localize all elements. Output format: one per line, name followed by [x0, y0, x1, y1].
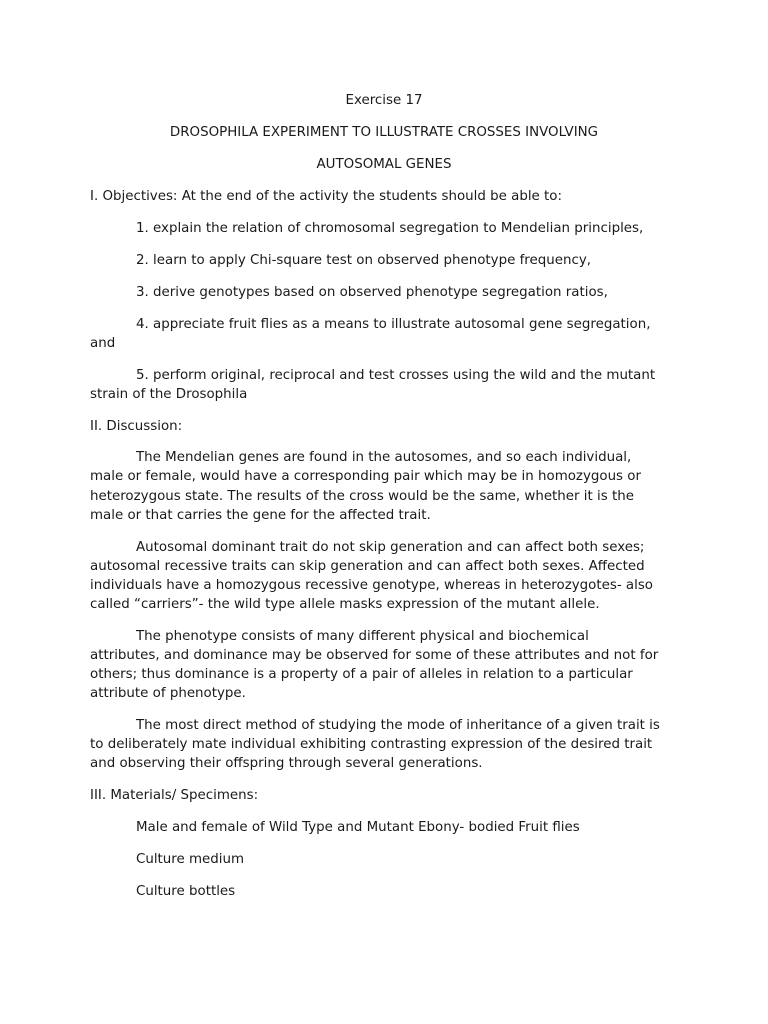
- objective-item: 4. appreciate fruit flies as a means to illustrate autosomal gene segregation,: [136, 317, 651, 332]
- objective-item-continued: and: [90, 336, 116, 351]
- paragraph-line: others; thus dominance is a property of a pair of alleles in relation to a particular: [90, 667, 633, 682]
- objective-item: 3. derive genotypes based on observed phenotype segregation ratios,: [136, 285, 608, 300]
- paragraph-line: to deliberately mate individual exhibiting contrasting expression of the desired trait: [90, 737, 653, 752]
- objectives-heading: I. Objectives: At the end of the activity the students should be able to:: [90, 189, 563, 204]
- material-item: Culture bottles: [136, 884, 236, 899]
- paragraph-line: individuals have a homozygous recessive genotype, whereas in heterozygotes- also: [90, 578, 654, 593]
- paragraph-line: and observing their offspring through several generations.: [90, 756, 483, 771]
- paragraph-line: attributes, and dominance may be observed for some of these attributes and not for: [90, 648, 659, 663]
- document-title-line-1: DROSOPHILA EXPERIMENT TO ILLUSTRATE CROSSES INVOLVING: [169, 125, 599, 140]
- document-title-line-2: AUTOSOMAL GENES: [316, 157, 452, 172]
- exercise-number: Exercise 17: [345, 93, 423, 108]
- materials-heading: III. Materials/ Specimens:: [90, 788, 259, 803]
- objective-item: 1. explain the relation of chromosomal segregation to Mendelian principles,: [136, 221, 644, 236]
- paragraph-line: called “carriers”- the wild type allele masks expression of the mutant allele.: [90, 597, 600, 612]
- paragraph-line: The Mendelian genes are found in the autosomes, and so each individual,: [136, 450, 632, 465]
- objective-item: 5. perform original, reciprocal and test crosses using the wild and the mutant: [136, 368, 656, 383]
- material-item: Culture medium: [136, 852, 245, 867]
- paragraph-line: The phenotype consists of many different physical and biochemical: [136, 629, 589, 644]
- paragraph-line: attribute of phenotype.: [90, 686, 246, 701]
- paragraph-line: male or that carries the gene for the affected trait.: [90, 508, 431, 523]
- objective-item: 2. learn to apply Chi-square test on observed phenotype frequency,: [136, 253, 592, 268]
- material-item: Male and female of Wild Type and Mutant Ebony- bodied Fruit flies: [136, 820, 580, 835]
- paragraph-line: autosomal recessive traits can skip generation and can affect both sexes. Affected: [90, 559, 645, 574]
- paragraph-line: The most direct method of studying the mode of inheritance of a given trait is: [136, 718, 660, 733]
- paragraph-line: heterozygous state. The results of the cross would be the same, whether it is the: [90, 489, 634, 504]
- paragraph-line: Autosomal dominant trait do not skip generation and can affect both sexes;: [136, 540, 645, 555]
- paragraph-line: male or female, would have a corresponding pair which may be in homozygous or: [90, 469, 641, 484]
- discussion-heading: II. Discussion:: [90, 419, 183, 434]
- objective-item-continued: strain of the Drosophila: [90, 387, 248, 402]
